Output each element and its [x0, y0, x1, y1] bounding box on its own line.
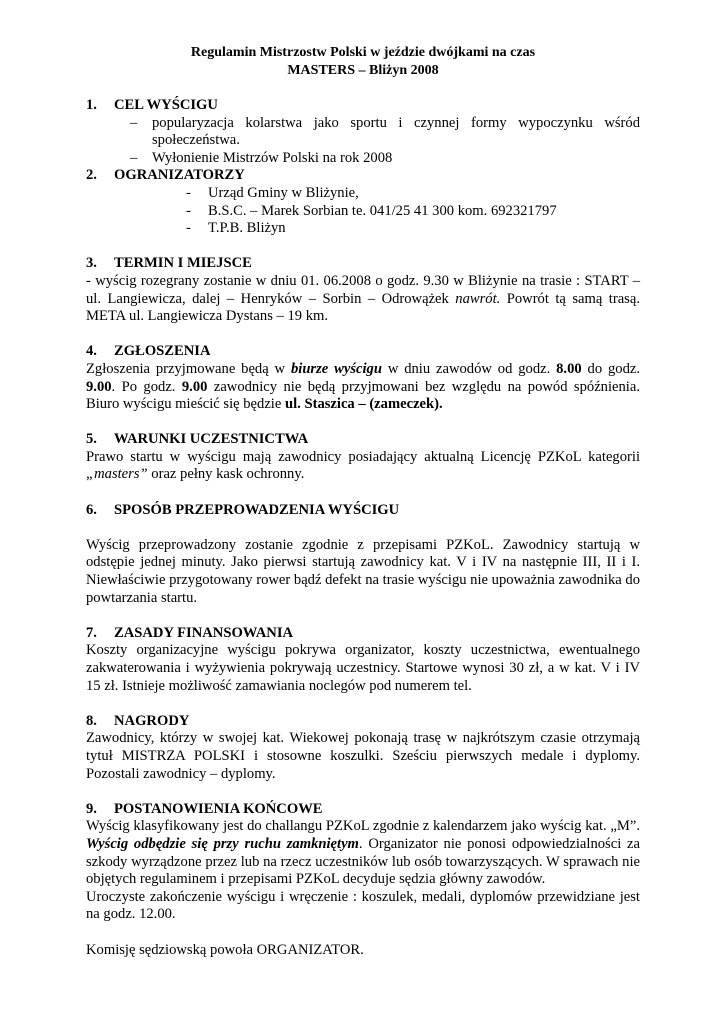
section-postanowienia-koncowe [86, 801, 640, 924]
section-organizatorzy [86, 167, 640, 237]
section-nagrody [86, 713, 640, 783]
section-heading: 7. ZASADY FINANSOWANIA [86, 624, 294, 641]
section-text: Koszty organizacyjne wyścigu pokrywa organizator, koszty uczestnictwa, ewentualnego zakwaterowania i wyżywienia pokrywają uczestnicy. Startowe wynosi 30 zł, a w kat. V i IV 15 zł. Istnieje możliwość zamawiania noclegów pod numerem tel. [86, 642, 640, 694]
section-text: Prawo startu w wyścigu mają zawodnicy posiadający aktualną Licencję PZKoL kategorii „masters” oraz pełny kask ochronny. [86, 448, 640, 483]
section-text: - wyścig rozegrany zostanie w dniu 01. 06.2008 o godz. 9.30 w Bliżynie na trasie : START – ul. Langiewicza, dalej – Henryków – Sorbin – Odrowążek nawrót. Powrót tą samą trasą. META ul. Langiewicza Dystans – 19 km. [86, 272, 640, 325]
document-page [86, 44, 640, 959]
section-heading: 9. POSTANOWIENIA KOŃCOWE [86, 800, 323, 817]
section-zgloszenia [86, 343, 640, 413]
section-heading: 3. TERMIN I MIEJSCE [86, 255, 252, 272]
section-warunki-uczestnictwa [86, 431, 640, 484]
list-item: - Urząd Gminy w Bliżynie, [186, 184, 359, 201]
section-heading: 6. SPOSÓB PRZEPROWADZENIA WYŚCIGU [86, 501, 400, 518]
list-item: - B.S.C. – Marek Sorbian te. 041/25 41 300 kom. 692321797 [186, 202, 557, 219]
title-line-2: MASTERS – Bliżyn 2008 [287, 62, 439, 78]
section-text-closing-ceremony: Uroczyste zakończenie wyścigu i wręczenie : koszulek, medali, dyplomów przewidziane jest na godz. 12.00. [86, 888, 640, 923]
closing-note: Komisję sędziowską powoła ORGANIZATOR. [86, 941, 364, 958]
list-item: – Wyłonienie Mistrzów Polski na rok 2008 [130, 149, 393, 166]
list-item: – popularyzacja kolarstwa jako sportu i czynnej formy wypoczynku wśród społeczeństwa. [130, 114, 640, 149]
goal-list [86, 115, 640, 168]
section-text: Wyścig przeprowadzony zostanie zgodnie z przepisami PZKoL. Zawodnicy startują w odstępie jednej minuty. Jako pierwsi startują zawodnicy kat. V i IV na następnie III, II i I. Niewłaściwie przygotowany rower bądź defekt na trasie wyścigu nie upoważnia zawodnika do powtarzania startu. [86, 536, 640, 606]
organizers-list [86, 185, 640, 238]
list-item: - T.P.B. Bliżyn [186, 220, 286, 237]
section-sposob-przeprowadzenia [86, 502, 640, 608]
section-heading: 1. CEL WYŚCIGU [86, 97, 218, 113]
section-heading: 8. NAGRODY [86, 712, 190, 729]
section-text: Zawodnicy, którzy w swojej kat. Wiekowej pokonają trasę w najkrótszym czasie otrzymają tytuł MISTRZA POLSKI i stosowne koszulki. Sześciu pierwszych medale i dyplomy. Pozostali zawodnicy – dyplomy. [86, 730, 640, 782]
title-line-1: Regulamin Mistrzostw Polski w jeździe dwójkami na czas [190, 45, 536, 60]
section-text: Wyścig klasyfikowany jest do challangu PZKoL zgodnie z kalendarzem jako wyścig kat. „M”. Wyścig odbędzie się przy ruchu zamkniętym. Organizator nie ponosi odpowiedzialności za szkody wyrządzone przez lub na rzecz uczestników lub osób towarzyszących. W sprawach nie objętych regulaminem i przepisami PZKoL decyduje sędzia główny zawodów. [86, 818, 641, 888]
section-cel-wyscigu [86, 97, 640, 167]
section-heading: 4. ZGŁOSZENIA [86, 343, 211, 360]
section-text: Zgłoszenia przyjmowane będą w biurze wyścigu w dniu zawodów od godz. 8.00 do godz. 9.00. Po godz. 9.00 zawodnicy nie będą przyjmowani bez względu na powód spóźnienia. Biuro wyścigu mieścić się będzie ul. Staszica – (zameczek). [86, 360, 640, 413]
document-title [86, 44, 640, 79]
section-heading: 2. OGRANIZATORZY [86, 167, 245, 184]
section-zasady-finansowania [86, 625, 640, 695]
section-termin-i-miejsce [86, 255, 640, 325]
section-heading: 5. WARUNKI UCZESTNICTWA [86, 431, 309, 448]
